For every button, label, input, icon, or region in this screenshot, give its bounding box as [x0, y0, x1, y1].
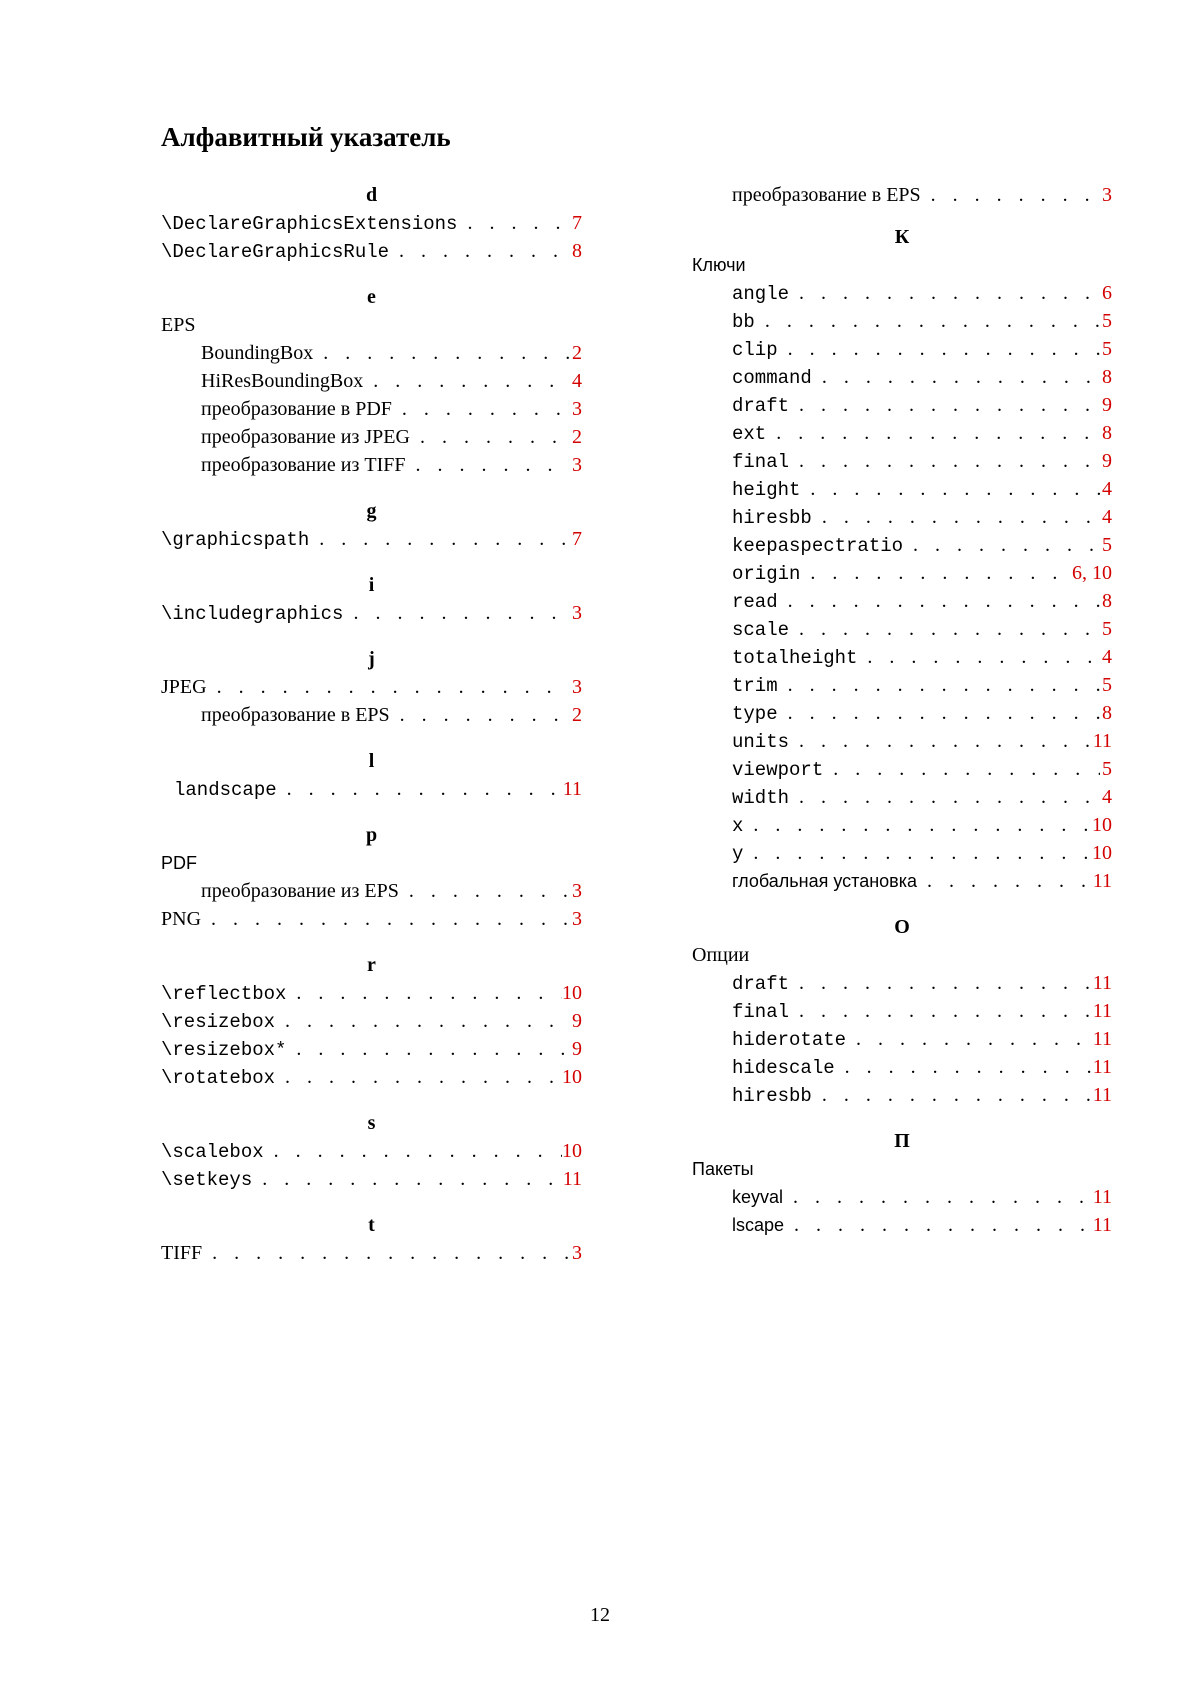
dot-leader	[800, 559, 1072, 587]
section-letter-k: К	[894, 226, 910, 248]
index-term: JPEG	[161, 676, 207, 698]
dot-leader	[789, 969, 1093, 997]
index-term: \resizebox	[161, 1011, 276, 1033]
index-term: scale	[732, 619, 790, 641]
index-term: преобразование в PDF	[201, 398, 392, 420]
dot-leader	[343, 599, 570, 627]
dot-leader	[789, 783, 1100, 811]
index-term: lscape	[732, 1215, 785, 1235]
page-link[interactable]: 10	[562, 1140, 582, 1162]
index-term: hiresbb	[732, 1085, 812, 1107]
index-entry	[161, 599, 582, 627]
index-term: command	[732, 367, 812, 389]
index-subentry	[692, 1081, 1112, 1109]
page-title: Алфавитный указатель	[161, 122, 451, 152]
index-subentry	[692, 1025, 1112, 1053]
index-category: Ключи	[692, 255, 746, 275]
section-letter-r: r	[367, 954, 376, 976]
dot-leader	[835, 1053, 1093, 1081]
dot-leader	[743, 839, 1092, 867]
page-link[interactable]: 11	[1092, 1186, 1112, 1208]
index-subentry	[692, 755, 1112, 783]
index-term: hiderotate	[732, 1029, 847, 1051]
index-subentry	[692, 181, 1112, 209]
dot-leader	[812, 503, 1100, 531]
index-subentry	[692, 997, 1112, 1025]
dot-leader	[399, 877, 570, 905]
page-link[interactable]: 5	[1102, 758, 1112, 780]
page-link[interactable]: 3	[1102, 184, 1112, 206]
dot-leader	[789, 391, 1100, 419]
index-term: \scalebox	[161, 1141, 264, 1163]
index-subentry	[692, 419, 1112, 447]
index-category: Пакеты	[692, 1159, 754, 1179]
index-subentry	[692, 391, 1112, 419]
dot-leader	[789, 727, 1093, 755]
dot-leader	[201, 905, 570, 933]
page-link[interactable]: 3	[572, 908, 582, 930]
section-letter-l: l	[368, 750, 375, 772]
page-link[interactable]: 5	[1102, 338, 1112, 360]
page-link[interactable]: 8	[1102, 590, 1112, 612]
index-subentry	[161, 701, 582, 729]
dot-leader	[778, 587, 1100, 615]
index-entry	[161, 1239, 582, 1267]
index-term: hiresbb	[732, 507, 812, 529]
index-entry	[161, 905, 582, 933]
index-entry	[161, 1137, 582, 1165]
index-term: преобразование в EPS	[732, 184, 921, 206]
index-subentry	[161, 367, 582, 395]
index-term: angle	[732, 283, 790, 305]
dot-leader	[778, 699, 1100, 727]
index-term: origin	[732, 563, 801, 585]
index-subentry	[692, 1211, 1112, 1239]
index-term: BoundingBox	[201, 342, 314, 364]
page-link[interactable]: 2	[572, 704, 582, 726]
page-link[interactable]: 10	[1092, 814, 1112, 836]
dot-leader	[313, 339, 570, 367]
dot-leader	[207, 673, 570, 701]
index-subentry	[692, 727, 1112, 755]
index-category: Опции	[692, 944, 750, 966]
dot-leader	[789, 997, 1093, 1025]
dot-leader	[286, 1035, 570, 1063]
dot-leader	[252, 1165, 563, 1193]
index-term: draft	[732, 973, 790, 995]
index-category: EPS	[161, 314, 196, 336]
index-term: \DeclareGraphicsExtensions	[161, 213, 458, 235]
index-subentry	[161, 451, 582, 479]
dot-leader	[778, 671, 1100, 699]
index-subentry	[692, 783, 1112, 811]
index-subentry	[692, 475, 1112, 503]
index-subentry	[692, 559, 1112, 587]
index-term: keepaspectratio	[732, 535, 904, 557]
index-term: \setkeys	[161, 1169, 253, 1191]
dot-leader	[389, 237, 570, 265]
page-link[interactable]: 9	[1102, 394, 1112, 416]
page-link[interactable]: 6, 10	[1072, 562, 1112, 584]
dot-leader	[275, 1063, 562, 1091]
dot-leader	[903, 531, 1100, 559]
index-subentry	[692, 531, 1112, 559]
dot-leader	[789, 279, 1100, 307]
index-term: \reflectbox	[161, 983, 287, 1005]
index-term: преобразование из JPEG	[201, 426, 410, 448]
page-link[interactable]: 3	[572, 676, 582, 698]
index-subentry	[692, 1183, 1112, 1211]
index-term: read	[732, 591, 778, 613]
index-subentry	[692, 615, 1112, 643]
index-term: y	[732, 843, 744, 865]
page-link[interactable]: 2	[572, 426, 582, 448]
page-link[interactable]: 4	[1102, 646, 1112, 668]
dot-leader	[264, 1137, 562, 1165]
page-link[interactable]: 9	[572, 1010, 582, 1032]
index-term: ext	[732, 423, 767, 445]
index-term: глобальная установка	[732, 871, 918, 891]
index-subentry	[692, 969, 1112, 997]
page-link[interactable]: 11	[1092, 972, 1112, 994]
index-subentry	[692, 671, 1112, 699]
dot-leader	[846, 1025, 1093, 1053]
dot-leader	[812, 1081, 1093, 1109]
index-term: \resizebox*	[161, 1039, 287, 1061]
index-entry	[161, 1007, 582, 1035]
page-link[interactable]: 10	[562, 982, 582, 1004]
index-term: draft	[732, 395, 790, 417]
index-subentry	[692, 699, 1112, 727]
index-subentry	[692, 643, 1112, 671]
index-term: keyval	[732, 1187, 784, 1207]
index-term: height	[732, 479, 801, 501]
dot-leader	[309, 525, 570, 553]
index-subentry	[161, 423, 582, 451]
index-term: TIFF	[161, 1242, 203, 1264]
dot-leader	[275, 1007, 570, 1035]
index-term: преобразование из TIFF	[201, 454, 406, 476]
page-link[interactable]: 3	[572, 1242, 582, 1264]
page-link[interactable]: 8	[1102, 366, 1112, 388]
index-subentry	[692, 503, 1112, 531]
page-link[interactable]: 10	[562, 1066, 582, 1088]
index-subentry	[692, 447, 1112, 475]
index-subentry	[161, 877, 582, 905]
page-link[interactable]: 3	[572, 454, 582, 476]
dot-leader	[766, 419, 1100, 447]
index-entry	[161, 673, 582, 701]
section-letter-s: s	[367, 1112, 376, 1134]
page-link[interactable]: 4	[1102, 506, 1112, 528]
page-link[interactable]: 5	[1102, 534, 1112, 556]
page-link[interactable]: 8	[1102, 702, 1112, 724]
page-link[interactable]: 11	[562, 1168, 582, 1190]
page-link[interactable]: 7	[572, 212, 582, 234]
index-term: bb	[732, 311, 755, 333]
dot-leader	[286, 979, 562, 1007]
section-letter-p: p	[365, 824, 378, 846]
index-entry	[161, 979, 582, 1007]
index-subentry	[692, 279, 1112, 307]
dot-leader	[743, 811, 1092, 839]
dot-leader	[392, 395, 570, 423]
page-link[interactable]: 3	[572, 880, 582, 902]
page-link[interactable]: 9	[572, 1038, 582, 1060]
dot-leader	[921, 181, 1100, 209]
dot-leader	[783, 1183, 1093, 1211]
index-term: \rotatebox	[161, 1067, 276, 1089]
index-subentry	[161, 395, 582, 423]
index-term: преобразование в EPS	[201, 704, 390, 726]
page-link[interactable]: 8	[1102, 422, 1112, 444]
index-subentry	[692, 307, 1112, 335]
page-link[interactable]: 11	[1092, 870, 1112, 892]
page-link[interactable]: 11	[1092, 730, 1112, 752]
index-term: x	[732, 815, 744, 837]
page-link[interactable]: 4	[572, 370, 582, 392]
dot-leader	[823, 755, 1100, 783]
index-term: final	[732, 451, 790, 473]
index-term: trim	[732, 675, 778, 697]
page-link[interactable]: 8	[572, 240, 582, 262]
index-term: width	[732, 787, 790, 809]
dot-leader	[363, 367, 570, 395]
index-term: \DeclareGraphicsRule	[161, 241, 390, 263]
index-subentry	[692, 335, 1112, 363]
page-link[interactable]: 10	[1092, 842, 1112, 864]
index-entry	[161, 1165, 582, 1193]
page-link[interactable]: 5	[1102, 674, 1112, 696]
page-link[interactable]: 6	[1102, 282, 1112, 304]
section-letter-p-cyr: П	[894, 1130, 910, 1152]
index-entry	[161, 1035, 582, 1063]
index-entry	[161, 237, 582, 265]
section-letter-j: j	[368, 648, 375, 670]
page-link[interactable]: 9	[1102, 450, 1112, 472]
page-link[interactable]: 5	[1102, 618, 1112, 640]
page-number: 12	[590, 1604, 610, 1626]
index-subentry	[692, 587, 1112, 615]
index-subentry	[692, 839, 1112, 867]
section-letter-g: g	[366, 500, 377, 522]
page-link[interactable]: 11	[1092, 1214, 1112, 1236]
index-subentry	[692, 811, 1112, 839]
page-link[interactable]: 3	[572, 398, 582, 420]
dot-leader	[277, 775, 563, 803]
dot-leader	[202, 1239, 570, 1267]
index-subentry	[692, 363, 1112, 391]
page-link[interactable]: 3	[572, 602, 582, 624]
index-term: hidescale	[732, 1057, 835, 1079]
index-term: \graphicspath	[161, 529, 310, 551]
page-link[interactable]: 2	[572, 342, 582, 364]
index-subentry	[692, 867, 1112, 895]
section-letter-i: i	[368, 574, 375, 596]
index-term: totalheight	[732, 647, 858, 669]
dot-leader	[457, 209, 570, 237]
index-term: clip	[732, 339, 778, 361]
index-entry	[161, 525, 582, 553]
dot-leader	[789, 615, 1100, 643]
page-link[interactable]: 7	[572, 528, 582, 550]
index-term: final	[732, 1001, 790, 1023]
dot-leader	[789, 447, 1100, 475]
index-term: HiResBoundingBox	[201, 370, 364, 392]
index-column-right	[692, 181, 1112, 1239]
page-link[interactable]: 11	[562, 778, 582, 800]
index-subentry	[161, 339, 582, 367]
page-link[interactable]: 4	[1102, 478, 1112, 500]
section-letter-t: t	[368, 1214, 375, 1236]
section-letter-e: e	[367, 286, 376, 308]
dot-leader	[812, 363, 1100, 391]
dot-leader	[784, 1211, 1093, 1239]
page-link[interactable]: 5	[1102, 310, 1112, 332]
page-link[interactable]: 11	[1092, 1084, 1112, 1106]
dot-leader	[778, 335, 1100, 363]
index-term: units	[732, 731, 790, 753]
dot-leader	[755, 307, 1100, 335]
dot-leader	[405, 451, 570, 479]
index-term: PNG	[161, 908, 202, 930]
index-term: \includegraphics	[161, 603, 344, 625]
dot-leader	[800, 475, 1100, 503]
index-subentry	[692, 1053, 1112, 1081]
dot-leader	[857, 643, 1100, 671]
index-term: type	[732, 703, 778, 725]
page-link[interactable]: 11	[1092, 1000, 1112, 1022]
index-entry	[161, 775, 582, 803]
index-entry	[161, 209, 582, 237]
index-term: landscape	[174, 779, 277, 801]
page-link[interactable]: 11	[1092, 1056, 1112, 1078]
page-link[interactable]: 4	[1102, 786, 1112, 808]
index-term: преобразование из EPS	[201, 880, 399, 902]
page-link[interactable]: 11	[1092, 1028, 1112, 1050]
dot-leader	[917, 867, 1093, 895]
section-letter-d: d	[365, 184, 378, 206]
index-category: PDF	[161, 853, 197, 873]
dot-leader	[390, 701, 570, 729]
index-entry	[161, 1063, 582, 1091]
dot-leader	[410, 423, 570, 451]
index-column-left	[161, 181, 582, 1267]
section-letter-o: О	[894, 916, 910, 938]
index-term: viewport	[732, 759, 824, 781]
